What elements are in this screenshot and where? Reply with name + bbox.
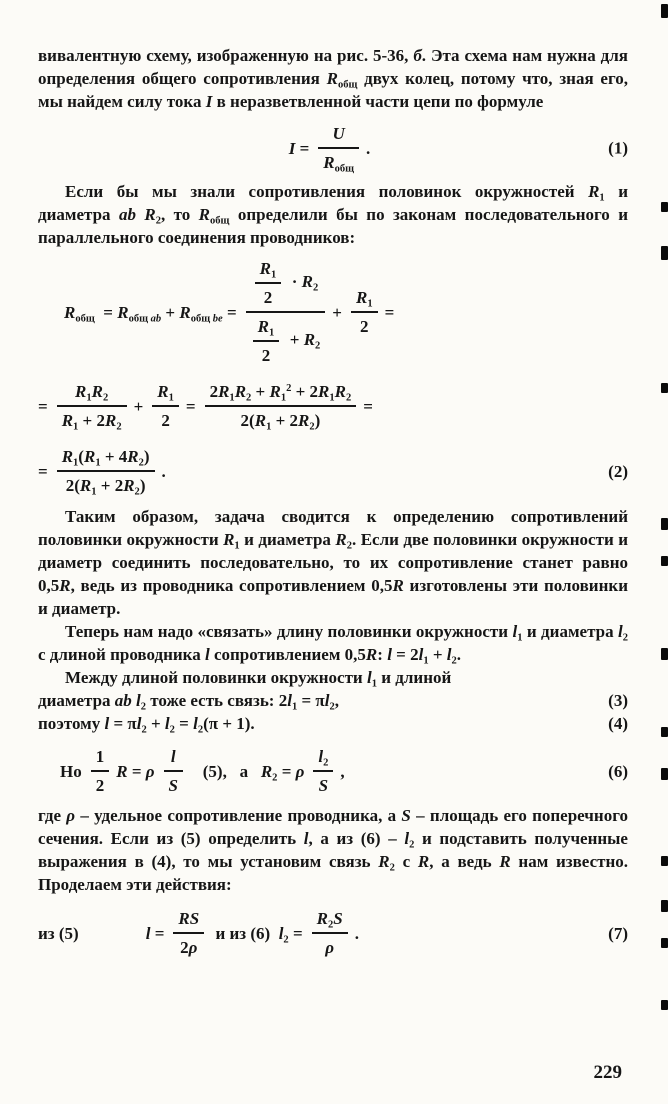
fraction-numerator: $R_1$ [152,380,179,407]
formula-period: . [366,138,371,158]
equals-operator: = [384,302,395,322]
equals-operator: = [38,461,48,481]
fraction-denominator: ρ [325,938,335,957]
fraction [351,286,378,338]
fraction-numerator: $R_2S$ [312,907,348,934]
equation-number: (2) [608,461,628,481]
paragraph-thus: Таким образом, задача сводится к определению сопротивлений половинки окружности $R_1$ и диаметра $R_2$. Если две половинки окружности и диаметр соединить последовательно, то их сопротивление станет равно 0,5R, ведь из проводника сопротивлением 0,5R изготовлены эти половинки и диаметр. [38,507,628,618]
fraction-denominator: S [318,776,329,795]
formula-text: R = ρ [116,761,155,781]
equation-2-derivation [38,257,628,497]
plus-operator: + [133,396,144,416]
formula-period: . [354,923,359,943]
scan-artifact [661,383,668,393]
fraction-numerator: U [318,122,359,149]
scan-artifact [661,768,668,780]
fraction [246,257,326,367]
formula-lhs: l = [145,923,165,943]
fraction [205,380,357,432]
fraction [173,907,204,959]
formula-text: из (5) [38,923,79,943]
fraction [57,445,155,497]
fraction [91,745,110,797]
formula-comma: , [340,761,345,781]
fraction-denominator: $R_1 + 2R_2$ [61,411,122,433]
fraction-denominator: $2(R_1 + 2R_2)$ [240,411,321,433]
fraction-denominator: 2 [95,776,105,795]
fraction-denominator: 2 [263,288,273,307]
fraction-denominator: 2 [161,411,170,430]
formula-text: и из (6) $l_2$ = [211,923,303,945]
formula-text: + $R_2$ [285,329,321,352]
fraction [152,380,179,432]
equation-number: (7) [608,923,628,943]
fraction [318,122,359,174]
paragraph-where-rho: где ρ – удельное сопротивление проводника, а S – площадь его поперечного сечения. Если из (5) определить l, а из $(6) - l_2$ и подставить полученные выражения в (4), то мы установим связь $R_2$ с R, а ведь R нам известно. Проделаем эти действия: [38,806,629,894]
fraction-denominator: $R_{общ}$ [323,153,355,175]
formula-text: $R_{общ} = R_{общ}$ $_{ab} + R_{общ}$ $_{be}$ = [64,302,237,324]
scan-artifact [661,938,668,948]
fraction-numerator: l [164,745,183,772]
fraction-numerator: $R_1$ [255,257,282,284]
formula-text: диаметра ab $l_2$ тоже есть связь: $2l_1 = \pi l_2$, [38,691,339,713]
formula-text: Но [60,761,82,781]
fraction [57,380,127,432]
scan-artifact [661,202,668,212]
plus-operator: + [332,302,342,322]
fraction [253,315,280,367]
equation-7 [38,907,628,959]
formula-lhs: I = [288,138,310,158]
formula-period: . [161,461,166,481]
paragraph-if-we-knew: Если бы мы знали сопротивления половинок окружностей $R_1$ и диаметра ab $R_2$, то $R_{общ}$ определили бы по законам последовательного и параллельного соединения проводников: [38,182,629,247]
fraction-numerator: 1 [91,745,110,772]
scan-artifact [661,518,668,530]
paragraph-intro: вивалентную схему, изображенную на рис. 5-36, б. Эта схема нам нужна для определения общего сопротивления $R_{общ}$ двух колец, потому что, зная его, мы найдем силу тока I в неразветвленной части цепи по формуле [38,46,628,111]
fraction-denominator [246,313,326,367]
scan-artifact [661,4,668,18]
fraction-numerator: $2R_1R_2 + R_1^2 + 2R_1R_2$ [205,380,357,407]
equation-number: (4) [608,714,628,733]
fraction-numerator: $R_1$ [351,286,378,313]
fraction [312,907,348,959]
paragraph-relation [38,666,628,735]
fraction [313,745,333,797]
fraction-numerator [246,257,326,313]
scan-artifact [661,556,668,566]
relation-line-2 [38,689,628,712]
equals-operator: = [363,396,373,416]
fraction [255,257,282,309]
fraction-numerator: RS [173,907,204,934]
relation-line-1: Между длиной половинки окружности $l_1$ и длиной [65,668,452,690]
equation-number: (6) [608,761,628,781]
derivation-line-2 [38,380,628,432]
equation-5-6 [38,745,628,797]
fraction-numerator: $R_1(R_1 + 4R_2)$ [57,445,155,472]
fraction-numerator: $R_1$ [253,315,280,342]
equals-operator: = [38,396,48,416]
derivation-line-1 [64,257,628,367]
fraction-denominator: $2(R_1 + 2R_2)$ [65,476,146,498]
scan-artifact [661,246,668,260]
equation-number: (1) [608,138,628,158]
equation-1 [38,122,628,174]
fraction-numerator: $l_2$ [313,745,333,772]
equation-number: (3) [608,691,628,710]
scan-artifact [661,727,668,737]
formula-text: поэтому $l = \pi l_2 + l_2 = l_2(\pi + 1)$. [38,714,255,736]
page-number: 229 [593,1062,622,1083]
fraction-denominator: 2ρ [180,938,198,957]
scan-artifact [661,900,668,912]
fraction-denominator: 2 [360,317,369,336]
equals-operator: = [185,396,196,416]
fraction-denominator: 2 [261,346,271,365]
formula-text: (5), а $R_2 = \rho$ [190,761,305,783]
derivation-line-3 [38,445,628,497]
relation-line-3 [38,712,628,735]
fraction-numerator: $R_1R_2$ [57,380,127,407]
formula-text: · $R_2$ [287,271,319,294]
paragraph-link-lengths: Теперь нам надо «связать» длину половинки окружности $l_1$ и диаметра $l_2$ с длиной проводника l сопротивлением 0,5R: $l = 2l_1 + l_2$. [38,622,628,667]
fraction-denominator: S [168,776,178,795]
scan-artifact [661,1000,668,1010]
fraction [164,745,183,797]
scan-artifact [661,856,668,866]
scan-artifact [661,648,668,660]
